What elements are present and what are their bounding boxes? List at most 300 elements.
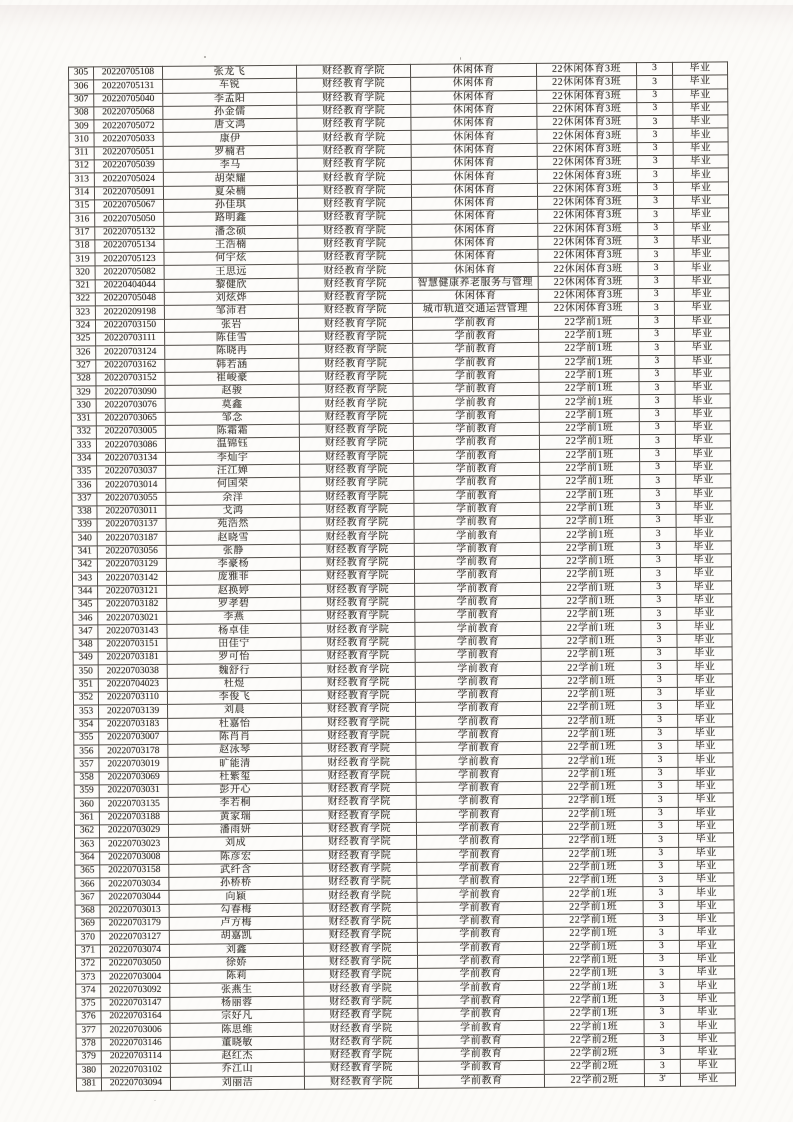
cell-student-id: 20220705050 [95,213,164,227]
cell-major: 学前教育 [416,795,542,809]
cell-major: 智慧健康养老服务与管理 [412,276,538,290]
cell-student-name: 刘晨 [167,704,301,718]
cell-status: 毕业 [675,328,730,342]
cell-student-name: 陈佳雪 [165,331,299,345]
cell-student-id: 20220705040 [94,93,163,107]
cell-duration: 3 [641,581,677,595]
cell-status: 毕业 [677,700,732,714]
cell-row-number: 308 [69,107,94,120]
cell-student-name: 徐娇 [169,956,303,970]
cell-major: 学前教育 [418,1047,544,1061]
cell-duration: 3 [641,661,677,675]
cell-major: 学前教育 [416,781,542,795]
cell-row-number: 324 [70,320,95,333]
cell-status: 毕业 [678,753,733,767]
cell-duration: 3 [637,169,673,183]
cell-class-name: 22学前1班 [540,541,640,555]
cell-college: 财经教育学院 [297,104,411,118]
cell-status: 毕业 [673,168,728,182]
cell-status: 毕业 [679,873,734,887]
cell-major: 学前教育 [416,808,542,822]
cell-student-name: 戈鸿 [166,504,300,518]
cell-major: 学前教育 [413,409,539,423]
cell-duration: 3 [642,807,678,821]
cell-college: 财经教育学院 [301,623,415,637]
cell-major: 学前教育 [415,635,541,649]
cell-college: 财经教育学院 [298,304,412,318]
cell-student-name: 李若桐 [168,797,302,811]
cell-status: 毕业 [674,248,729,262]
cell-status: 毕业 [679,860,734,874]
cell-status: 毕业 [673,182,728,196]
cell-major: 休闲体育 [410,63,536,77]
cell-student-id: 20220703110 [98,691,167,705]
cell-student-name: 潘念硕 [164,225,298,239]
cell-class-name: 22学前2班 [544,1033,644,1047]
cell-row-number: 361 [74,812,99,825]
cell-duration: 3 [640,554,676,568]
cell-student-id: 20220703007 [99,731,168,745]
cell-student-name: 赵晓雪 [166,531,300,545]
cell-class-name: 22学前1班 [542,714,642,728]
cell-college: 财经教育学院 [302,809,416,823]
cell-class-name: 22学前1班 [543,887,643,901]
cell-college: 财经教育学院 [303,929,417,943]
cell-student-name: 张燕生 [170,983,304,997]
cell-student-name: 陈肖肖 [168,730,302,744]
cell-row-number: 363 [75,838,100,851]
cell-status: 毕业 [678,793,733,807]
cell-duration: 3 [639,421,675,435]
cell-student-name: 李燕 [167,610,301,624]
cell-row-number: 373 [76,971,101,984]
cell-status: 毕业 [679,846,734,860]
cell-student-name: 刘成 [169,837,303,851]
cell-student-id: 20220703183 [99,718,168,732]
cell-class-name: 22休闲体育3班 [537,169,637,183]
cell-status: 毕业 [673,75,728,89]
cell-class-name: 22休闲体育3班 [538,249,638,263]
cell-student-id: 20220705033 [94,133,163,147]
cell-college: 财经教育学院 [304,1048,418,1062]
cell-student-id: 20220703055 [97,492,166,506]
cell-student-name: 李灿宇 [166,451,300,465]
cell-student-name: 孙桥桥 [169,876,303,890]
cell-duration: 3 [637,76,673,90]
cell-college: 财经教育学院 [301,703,415,717]
cell-duration: 3 [643,953,679,967]
cell-row-number: 305 [68,67,93,80]
cell-student-id: 20220703129 [97,558,166,572]
cell-class-name: 22学前1班 [542,794,642,808]
cell-row-number: 336 [72,479,97,492]
cell-class-name: 22学前1班 [542,767,642,781]
cell-college: 财经教育学院 [304,1035,418,1049]
cell-class-name: 22学前1班 [543,927,643,941]
cell-duration: 3 [639,408,675,422]
cell-status: 毕业 [680,966,735,980]
cell-student-id: 20220703137 [97,518,166,532]
cell-class-name: 22学前1班 [541,674,641,688]
cell-class-name: 22休闲体育3班 [537,182,637,196]
cell-row-number: 323 [70,306,95,319]
cell-row-number: 307 [69,94,94,107]
cell-student-id: 20220703142 [97,572,166,586]
cell-college: 财经教育学院 [299,370,413,384]
cell-class-name: 22学前1班 [540,462,640,476]
cell-student-id: 20220703037 [97,465,166,479]
cell-class-name: 22休闲体育3班 [537,76,637,90]
cell-major: 学前教育 [415,675,541,689]
cell-duration: 3 [640,514,676,528]
cell-student-id: 20220703188 [99,811,168,825]
cell-college: 财经教育学院 [297,78,411,92]
cell-class-name: 22学前1班 [541,634,641,648]
cell-class-name: 22学前1班 [544,1007,644,1021]
cell-college: 财经教育学院 [299,344,413,358]
cell-row-number: 368 [75,905,100,918]
cell-class-name: 22休闲体育3班 [537,142,637,156]
cell-status: 毕业 [674,301,729,315]
cell-major: 学前教育 [416,742,542,756]
cell-status: 毕业 [677,580,732,594]
cell-class-name: 22学前1班 [542,727,642,741]
cell-major: 休闲体育 [412,263,538,277]
cell-duration: 3 [641,634,677,648]
cell-row-number: 333 [71,439,96,452]
cell-duration: 3 [641,621,677,635]
cell-student-name: 赵换婷 [167,584,301,598]
cell-class-name: 22学前1班 [542,807,642,821]
cell-student-name: 杜嘉怡 [168,717,302,731]
cell-duration: 3 [636,62,672,76]
cell-duration: 3 [644,1060,680,1074]
cell-student-name: 赵红杰 [170,1049,304,1063]
cell-student-id: 20220705048 [95,292,164,306]
cell-college: 财经教育学院 [303,942,417,956]
cell-student-id: 20220703013 [100,904,169,918]
cell-duration: 3 [640,528,676,542]
cell-student-name: 罗楠君 [163,145,297,159]
cell-college: 财经教育学院 [297,91,411,105]
cell-status: 毕业 [679,939,734,953]
cell-student-id: 20220703134 [97,452,166,466]
cell-student-id: 20220703182 [98,598,167,612]
cell-duration: 3 [642,754,678,768]
cell-student-name: 李马 [163,158,297,172]
cell-college: 财经教育学院 [300,556,414,570]
cell-status: 毕业 [674,221,729,235]
cell-class-name: 22学前2班 [544,1047,644,1061]
cell-college: 财经教育学院 [303,849,417,863]
cell-student-name: 张龙飞 [162,65,296,79]
cell-duration: 3 [643,887,679,901]
cell-duration: 3 [642,714,678,728]
cell-row-number: 381 [76,1077,101,1090]
cell-student-name: 何宇炫 [164,251,298,265]
cell-college: 财经教育学院 [299,330,413,344]
cell-status: 毕业 [673,128,728,142]
cell-row-number: 321 [70,280,95,293]
cell-student-name: 陈晓冉 [165,345,299,359]
cell-student-id: 20220705134 [95,239,164,253]
cell-row-number: 345 [73,599,98,612]
cell-class-name: 22学前1班 [539,329,639,343]
cell-student-name: 夏朵楠 [163,185,297,199]
cell-duration: 3 [643,873,679,887]
cell-student-name: 田佳宁 [167,637,301,651]
cell-status: 毕业 [676,501,731,515]
cell-major: 休闲体育 [412,250,538,264]
cell-major: 学前教育 [413,436,539,450]
cell-major: 学前教育 [418,1061,544,1075]
cell-row-number: 351 [73,679,98,692]
cell-student-id: 20220703090 [96,385,165,399]
cell-student-name: 黄家瑞 [168,810,302,824]
cell-student-name: 董晓敏 [170,1036,304,1050]
cell-class-name: 22学前1班 [539,355,639,369]
cell-row-number: 347 [73,625,98,638]
cell-student-id: 20220703006 [101,1024,170,1038]
cell-student-name: 邹沛君 [164,305,298,319]
cell-status: 毕业 [680,1059,735,1073]
cell-duration: 3 [637,155,673,169]
cell-row-number: 335 [72,466,97,479]
cell-student-id: 20220703178 [99,744,168,758]
cell-major: 学前教育 [414,502,540,516]
cell-major: 学前教育 [415,622,541,636]
cell-major: 学前教育 [415,702,541,716]
cell-student-name: 唐文鸿 [163,118,297,132]
scan-artifact [204,56,206,58]
cell-duration: 3 [638,315,674,329]
cell-class-name: 22休闲体育3班 [538,196,638,210]
cell-row-number: 364 [75,851,100,864]
cell-college: 财经教育学院 [298,251,412,265]
cell-student-id: 20220703014 [97,479,166,493]
cell-class-name: 22学前1班 [540,488,640,502]
cell-major: 学前教育 [415,688,541,702]
cell-major: 学前教育 [414,555,540,569]
cell-row-number: 314 [69,187,94,200]
cell-major: 休闲体育 [411,117,537,131]
cell-duration: 3 [639,368,675,382]
cell-student-name: 刘炫烨 [164,291,298,305]
cell-college: 财经教育学院 [302,716,416,730]
cell-status: 毕业 [680,1019,735,1033]
cell-row-number: 332 [71,426,96,439]
cell-duration: 3 [644,1033,680,1047]
cell-duration: 3 [644,993,680,1007]
cell-row-number: 375 [76,998,101,1011]
cell-class-name: 22休闲体育3班 [537,103,637,117]
cell-major: 学前教育 [418,1007,544,1021]
cell-row-number: 370 [75,931,100,944]
cell-row-number: 367 [75,891,100,904]
cell-major: 学前教育 [417,941,543,955]
cell-status: 毕业 [680,979,735,993]
cell-major: 休闲体育 [412,210,538,224]
cell-status: 毕业 [675,368,730,382]
cell-college: 财经教育学院 [300,490,414,504]
cell-college: 财经教育学院 [301,676,415,690]
cell-row-number: 330 [71,399,96,412]
cell-status: 毕业 [674,315,729,329]
cell-row-number: 342 [72,559,97,572]
cell-student-name: 莫鑫 [165,398,299,412]
cell-student-name: 罗可怡 [167,650,301,664]
cell-duration: 3 [644,967,680,981]
cell-status: 毕业 [676,487,731,501]
cell-class-name: 22学前1班 [542,821,642,835]
cell-duration: 3 [639,381,675,395]
cell-duration: 3 [642,794,678,808]
cell-class-name: 22学前1班 [540,448,640,462]
cell-status: 毕业 [672,62,727,76]
cell-class-name: 22学前1班 [539,382,639,396]
cell-college: 财经教育学院 [300,570,414,584]
cell-row-number: 339 [72,519,97,532]
cell-major: 学前教育 [413,356,539,370]
cell-student-name: 勾春梅 [169,903,303,917]
cell-duration: 3 [640,501,676,515]
cell-college: 财经教育学院 [296,64,410,78]
cell-student-name: 杨卓佳 [167,624,301,638]
cell-college: 财经教育学院 [298,237,412,251]
cell-college: 财经教育学院 [300,516,414,530]
cell-student-name: 陈彦宏 [169,850,303,864]
cell-status: 毕业 [675,421,730,435]
cell-college: 财经教育学院 [302,729,416,743]
cell-row-number: 343 [72,572,97,585]
cell-status: 毕业 [675,434,730,448]
cell-student-id: 20220703011 [97,505,166,519]
cell-student-id: 20220705108 [93,66,162,80]
cell-major: 休闲体育 [412,196,538,210]
cell-student-name: 韩若涵 [165,358,299,372]
cell-status: 毕业 [676,567,731,581]
cell-student-name: 魏舒行 [167,664,301,678]
cell-class-name: 22休闲体育3班 [538,262,638,276]
cell-class-name: 22学前1班 [543,847,643,861]
cell-status: 毕业 [675,341,730,355]
cell-class-name: 22学前1班 [542,754,642,768]
cell-student-name: 王思远 [164,265,298,279]
cell-status: 毕业 [675,408,730,422]
cell-major: 休闲体育 [411,170,537,184]
cell-row-number: 315 [70,200,95,213]
cell-status: 毕业 [673,115,728,129]
cell-status: 毕业 [676,554,731,568]
cell-student-id: 20220705132 [95,226,164,240]
cell-status: 毕业 [676,527,731,541]
cell-college: 财经教育学院 [301,610,415,624]
cell-class-name: 22休闲体育3班 [538,275,638,289]
cell-duration: 3 [643,900,679,914]
cell-student-id: 20220703065 [96,412,165,426]
cell-class-name: 22休闲体育3班 [537,156,637,170]
cell-status: 毕业 [679,833,734,847]
cell-class-name: 22学前1班 [541,621,641,635]
cell-row-number: 322 [70,293,95,306]
cell-class-name: 22休闲体育3班 [538,289,638,303]
cell-student-name: 杨丽蓉 [170,996,304,1010]
scan-artifact [154,1100,156,1101]
cell-major: 学前教育 [413,369,539,383]
cell-major: 休闲体育 [411,130,537,144]
cell-row-number: 325 [71,333,96,346]
cell-row-number: 312 [69,160,94,173]
cell-row-number: 331 [71,413,96,426]
cell-student-id: 20220703023 [100,838,169,852]
cell-duration: 3 [641,594,677,608]
cell-status: 毕业 [673,142,728,156]
cell-student-id: 20220703056 [97,545,166,559]
cell-college: 财经教育学院 [301,689,415,703]
cell-duration: 3 [643,927,679,941]
cell-student-id: 20220703069 [99,771,168,785]
cell-student-id: 20220703092 [101,984,170,998]
cell-student-id: 20220703139 [99,705,168,719]
cell-student-id: 20220703135 [99,798,168,812]
cell-major: 学前教育 [415,595,541,609]
cell-student-name: 武纤含 [169,863,303,877]
cell-row-number: 344 [73,585,98,598]
cell-student-name: 张岩 [164,318,298,332]
cell-duration: 3 [643,860,679,874]
cell-class-name: 22学前1班 [543,900,643,914]
cell-row-number: 319 [70,253,95,266]
cell-duration: 3 [640,461,676,475]
cell-status: 毕业 [679,926,734,940]
cell-status: 毕业 [680,1046,735,1060]
cell-status: 毕业 [679,913,734,927]
student-roster-table [68,61,736,1091]
cell-major: 学前教育 [417,901,543,915]
cell-major: 学前教育 [417,888,543,902]
cell-class-name: 22学前1班 [539,342,639,356]
cell-major: 学前教育 [416,728,542,742]
cell-class-name: 22学前1班 [540,528,640,542]
cell-student-name: 陈思维 [170,1023,304,1037]
cell-major: 休闲体育 [411,103,537,117]
cell-student-name: 孙金儒 [163,105,297,119]
cell-student-id: 20220705091 [94,186,163,200]
cell-major: 学前教育 [417,848,543,862]
cell-student-id: 20220209198 [95,306,164,320]
cell-class-name: 22学前1班 [539,435,639,449]
cell-status: 毕业 [678,807,733,821]
cell-major: 学前教育 [417,914,543,928]
cell-college: 财经教育学院 [301,596,415,610]
cell-major: 学前教育 [415,582,541,596]
cell-status: 毕业 [680,1006,735,1020]
cell-duration: 3 [643,940,679,954]
cell-college: 财经教育学院 [302,743,416,757]
cell-class-name: 22学前1班 [541,581,641,595]
cell-college: 财经教育学院 [302,796,416,810]
cell-student-id: 20220703044 [100,891,169,905]
cell-duration: 3 [640,568,676,582]
cell-student-name: 路明鑫 [164,212,298,226]
cell-student-name: 李豪杨 [166,557,300,571]
cell-status: 毕业 [677,607,732,621]
cell-duration: 3 [641,608,677,622]
cell-college: 财经教育学院 [300,530,414,544]
cell-duration: 3 [638,288,674,302]
cell-student-id: 20220703164 [101,1010,170,1024]
cell-status: 毕业 [673,102,728,116]
